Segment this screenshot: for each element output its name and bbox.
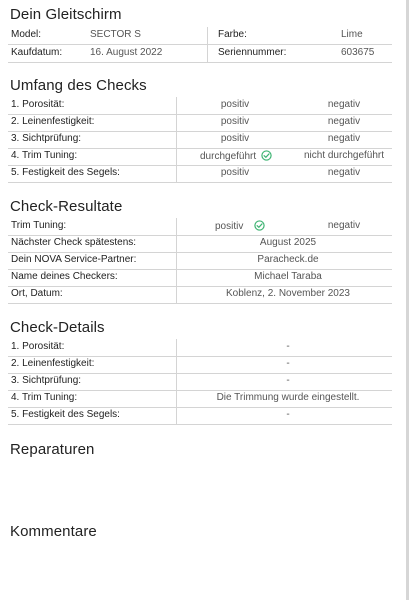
details-value: -: [286, 341, 290, 352]
serial-label: Seriennummer:: [218, 47, 287, 58]
column-divider: [176, 286, 177, 303]
details-row: [8, 339, 392, 357]
results-value: Paracheck.de: [257, 254, 319, 265]
column-divider: [176, 269, 177, 286]
details-row: [8, 407, 392, 425]
column-divider: [176, 97, 177, 114]
details-value: Die Trimmung wurde eingestellt.: [216, 392, 360, 403]
details-label: 1. Porosität:: [11, 341, 65, 352]
color-label: Farbe:: [218, 29, 247, 40]
section-title-results: Check-Resultate: [10, 198, 123, 215]
results-label: Dein NOVA Service-Partner:: [11, 254, 137, 265]
details-label: 3. Sichtprüfung:: [11, 375, 82, 386]
scope-label: 2. Leinenfestigkeit:: [11, 116, 95, 127]
results-row: [8, 235, 392, 253]
section-title-comments: Kommentare: [10, 523, 97, 540]
column-divider: [176, 252, 177, 269]
model-value: SECTOR S: [90, 29, 141, 40]
scope-positive: positiv: [220, 99, 250, 110]
scope-row: [8, 165, 392, 183]
results-label: Nächster Check spätestens:: [11, 237, 137, 248]
glider-row-date: [8, 45, 392, 63]
scope-positive: durchgeführt: [200, 151, 257, 162]
column-divider: [207, 27, 208, 44]
page-edge-line: [406, 0, 409, 600]
results-value: Koblenz, 2. November 2023: [226, 288, 350, 299]
results-positive-checked: [215, 220, 265, 232]
check-circle-icon: [254, 220, 265, 231]
column-divider: [176, 218, 177, 235]
scope-positive: positiv: [220, 133, 250, 144]
scope-label: 5. Festigkeit des Segels:: [11, 167, 120, 178]
glider-row-model: [8, 27, 392, 45]
scope-label: 3. Sichtprüfung:: [11, 133, 82, 144]
scope-row: [8, 97, 392, 115]
scope-positive: positiv: [220, 167, 250, 178]
scope-row: [8, 148, 392, 166]
results-label: Ort, Datum:: [11, 288, 63, 299]
results-label: Trim Tuning:: [11, 220, 67, 231]
details-row: [8, 356, 392, 374]
date-label: Kaufdatum:: [11, 47, 63, 58]
details-label: 5. Festigkeit des Segels:: [11, 409, 120, 420]
section-title-repairs: Reparaturen: [10, 441, 95, 458]
date-value: 16. August 2022: [90, 47, 163, 58]
column-divider: [176, 390, 177, 407]
section-title-glider: Dein Gleitschirm: [10, 6, 122, 23]
scope-negative: negativ: [327, 99, 361, 110]
results-negative: negativ: [327, 220, 361, 231]
results-positive: positiv: [215, 221, 244, 232]
results-row: [8, 252, 392, 270]
scope-negative: negativ: [327, 116, 361, 127]
results-value: August 2025: [259, 237, 317, 248]
scope-positive-checked: [200, 150, 272, 162]
check-circle-icon: [261, 150, 272, 161]
scope-negative: negativ: [327, 167, 361, 178]
results-value: Michael Taraba: [254, 271, 322, 282]
column-divider: [176, 165, 177, 182]
color-value: Lime: [341, 29, 363, 40]
results-row-trim: [8, 218, 392, 236]
results-label: Name deines Checkers:: [11, 271, 118, 282]
details-value: -: [286, 409, 290, 420]
model-label: Model:: [11, 29, 42, 40]
column-divider: [176, 373, 177, 390]
column-divider: [176, 407, 177, 424]
details-value: -: [286, 375, 290, 386]
section-title-details: Check-Details: [10, 319, 105, 336]
details-label: 4. Trim Tuning:: [11, 392, 78, 403]
scope-label: 4. Trim Tuning:: [11, 150, 78, 161]
column-divider: [176, 339, 177, 356]
scope-label: 1. Porosität:: [11, 99, 65, 110]
column-divider: [176, 114, 177, 131]
scope-row: [8, 131, 392, 149]
serial-value: 603675: [341, 47, 375, 58]
details-row: [8, 373, 392, 391]
section-title-scope: Umfang des Checks: [10, 77, 147, 94]
details-label: 2. Leinenfestigkeit:: [11, 358, 95, 369]
results-row: [8, 269, 392, 287]
scope-positive: positiv: [220, 116, 250, 127]
column-divider: [176, 148, 177, 165]
scope-row: [8, 114, 392, 132]
results-row: [8, 286, 392, 304]
column-divider: [207, 45, 208, 62]
scope-negative: negativ: [327, 133, 361, 144]
column-divider: [176, 235, 177, 252]
scope-negative: nicht durchgeführt: [303, 150, 385, 161]
details-value: -: [286, 358, 290, 369]
column-divider: [176, 131, 177, 148]
column-divider: [176, 356, 177, 373]
details-row: [8, 390, 392, 408]
